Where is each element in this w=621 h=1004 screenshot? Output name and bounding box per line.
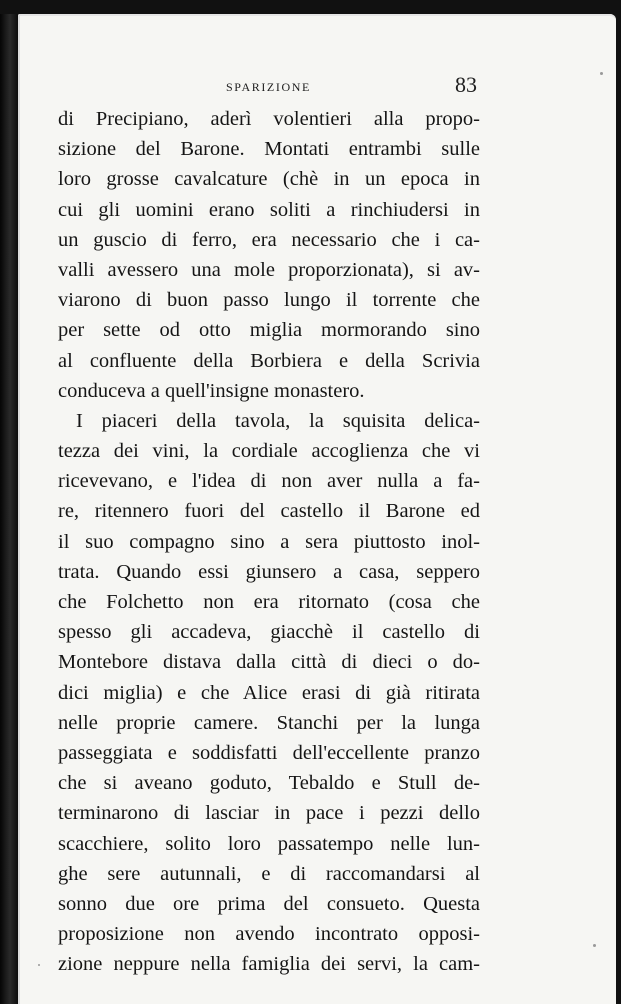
book-gutter-shadow (0, 14, 18, 1004)
text-line: di Precipiano, aderì volentieri alla propo- (58, 108, 480, 130)
text-line: Montebore distava dalla città di dieci o do- (58, 651, 480, 674)
text-line: zione neppure nella famiglia dei servi, la cam- (58, 953, 480, 976)
page-header (0, 72, 621, 102)
body-text (58, 104, 480, 979)
text-line: che si aveano goduto, Tebaldo e Stull de- (58, 772, 480, 795)
text-line: passeggiata e soddisfatti dell'eccellente pranzo (58, 741, 480, 764)
text-line: sonno due ore prima del consueto. Questa (58, 892, 480, 915)
text-line: cui gli uomini erano soliti a rinchiudersi in (58, 198, 480, 221)
text-line: per sette od otto miglia mormorando sino (58, 319, 480, 342)
text-line: sizione del Barone. Montati entrambi sulle (58, 138, 480, 161)
text-line: re, ritennero fuori del castello il Barone ed (58, 500, 480, 523)
text-line: I piaceri della tavola, la squisita delica- (76, 409, 480, 432)
running-title: SPARIZIONE (226, 80, 311, 94)
text-line: proposizione non avendo incontrato opposi- (58, 923, 480, 946)
text-line: il suo compagno sino a sera piuttosto inol- (58, 530, 480, 553)
text-line: nelle proprie camere. Stanchi per la lunga (58, 711, 480, 734)
text-line: terminarono di lasciar in pace i pezzi dello (58, 802, 480, 825)
text-line: al confluente della Borbiera e della Scrivia (58, 349, 480, 372)
text-line: spesso gli accadeva, giacchè il castello di (58, 621, 480, 644)
paper-speck (38, 964, 40, 966)
text-line: conduceva a quell'insigne monastero. (58, 379, 365, 402)
text-line: ghe sere autunnali, e di raccomandarsi al (58, 862, 480, 885)
page-number: 83 (455, 72, 477, 97)
text-line: valli avessero una mole proporzionata), si av- (58, 258, 480, 281)
text-line: scacchiere, solito loro passatempo nelle lun- (58, 832, 480, 855)
text-line: dici miglia) e che Alice erasi di già ritirata (58, 681, 480, 704)
text-line: viarono di buon passo lungo il torrente che (58, 289, 480, 312)
text-line: che Folchetto non era ritornato (cosa che (58, 591, 480, 613)
text-line: un guscio di ferro, era necessario che i ca- (58, 228, 480, 251)
text-line: trata. Quando essi giunsero a casa, seppero (58, 560, 480, 583)
text-line: tezza dei vini, la cordiale accoglienza che vi (58, 440, 480, 463)
text-line: loro grosse cavalcature (chè in un epoca in (58, 168, 480, 191)
paper-speck (593, 944, 596, 947)
text-line: ricevevano, e l'idea di non aver nulla a fa- (58, 470, 480, 493)
